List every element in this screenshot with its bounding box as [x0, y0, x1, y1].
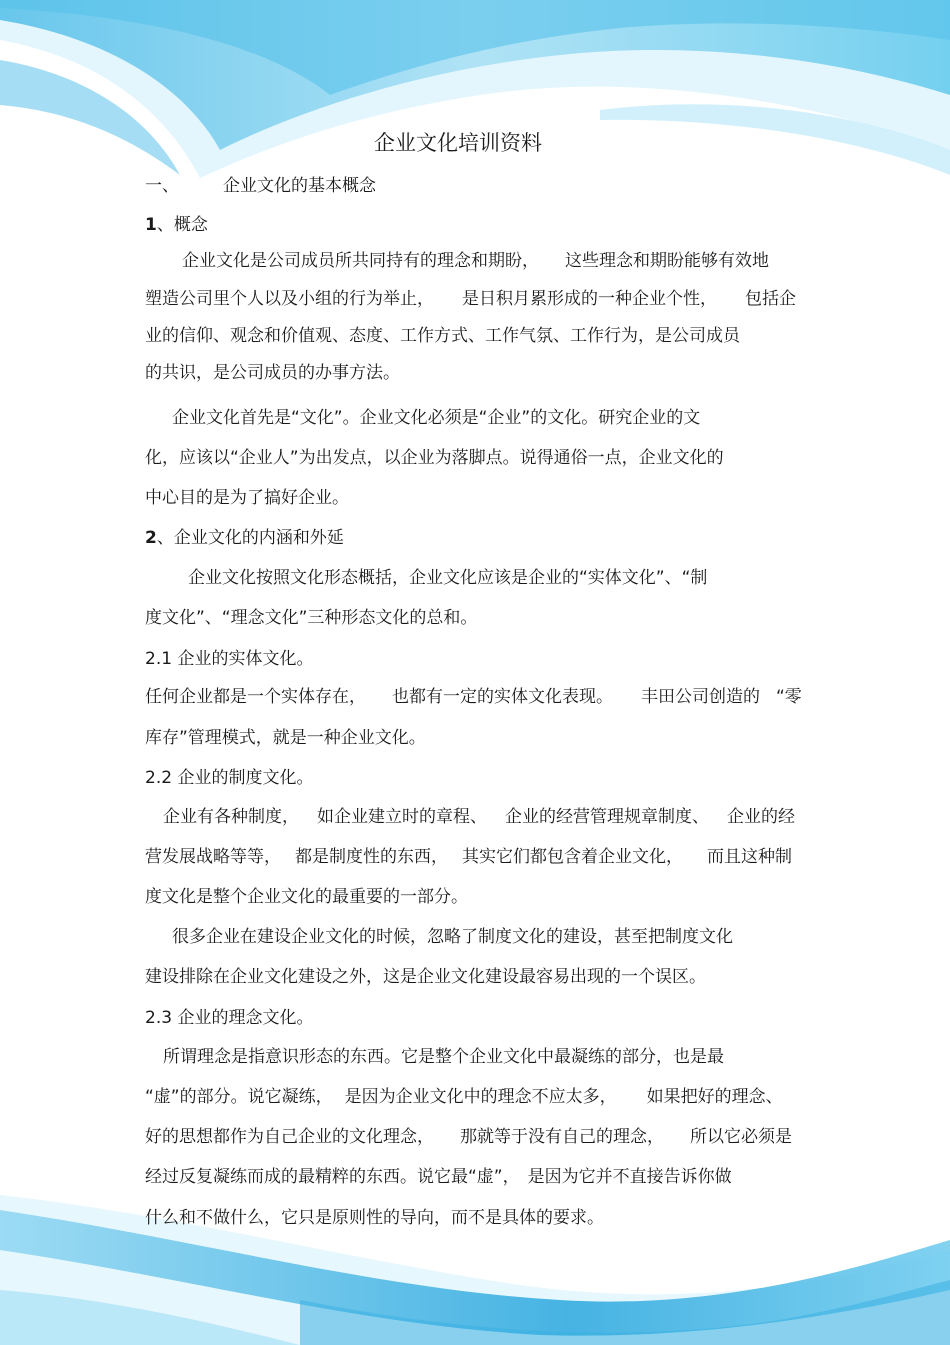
text-run: 企业的经	[727, 807, 795, 827]
section-label: 企业文化的基本概念	[223, 176, 376, 196]
text-run: “零	[776, 687, 802, 707]
paragraph-line: 度文化”、“理念文化”三种形态文化的总和。	[145, 608, 478, 628]
paragraph-line	[182, 250, 769, 272]
text-run: 企业的经营管理规章制度、	[505, 807, 709, 827]
text-run: 如企业建立时的章程、	[317, 807, 487, 827]
section-heading-1	[145, 175, 376, 197]
paragraph-line	[145, 288, 796, 310]
paragraph-line: 企业文化首先是“文化”。企业文化必须是“企业”的文化。研究企业的文	[172, 408, 701, 428]
text-run: 所以它必须是	[690, 1127, 792, 1147]
text-run: 好的思想都作为自己企业的文化理念，	[145, 1127, 434, 1147]
text-run: 丰田公司创造的	[641, 687, 760, 707]
text-run: 企业文化是公司成员所共同持有的理念和期盼，	[182, 251, 539, 271]
paragraph-line	[145, 1086, 783, 1108]
paragraph-line: 中心目的是为了搞好企业。	[145, 488, 349, 508]
text-run: 那就等于没有自己的理念，	[460, 1127, 664, 1147]
paragraph-line: 所谓理念是指意识形态的东西。它是整个企业文化中最凝练的部分，也是最	[163, 1047, 724, 1067]
paragraph-line: 企业文化按照文化形态概括，企业文化应该是企业的“实体文化”、“制	[188, 568, 708, 588]
paragraph-line	[145, 1126, 792, 1148]
paragraph-line: 化，应该以“企业人”为出发点，以企业为落脚点。说得通俗一点，企业文化的	[145, 448, 724, 468]
paragraph-line	[163, 806, 795, 828]
text-run: 任何企业都是一个实体存在，	[145, 687, 366, 707]
heading-number: 2	[145, 528, 157, 548]
paragraph-line	[145, 846, 792, 868]
paragraph-line	[145, 1166, 732, 1188]
paragraph-line: 业的信仰、观念和价值观、态度、工作方式、工作气氛、工作行为，是公司成员	[145, 326, 740, 346]
subheading-2-3: 2.3 企业的理念文化。	[145, 1008, 314, 1028]
text-run: 企业有各种制度，	[163, 807, 299, 827]
text-run: 包括企	[745, 289, 796, 309]
text-run: 是日积月累形成的一种企业个性，	[462, 289, 717, 309]
section-number: 一、	[145, 176, 179, 196]
text-run: 经过反复凝练而成的最精粹的东西。说它最“虚”，	[145, 1167, 520, 1187]
heading-number: 1	[145, 215, 157, 235]
paragraph-line: 度文化是整个企业文化的最重要的一部分。	[145, 887, 468, 907]
heading-label: 、概念	[156, 215, 208, 235]
text-run: 是因为它并不直接告诉你做	[527, 1167, 732, 1187]
text-run: 营发展战略等等，	[145, 847, 281, 867]
subheading-2-1: 2.1 企业的实体文化。	[145, 649, 314, 669]
text-run: 如果把好的理念、	[646, 1087, 783, 1107]
heading-concept	[145, 214, 208, 236]
text-run: 其实它们都包含着企业文化，	[462, 847, 683, 867]
document-title: 企业文化培训资料	[374, 131, 542, 155]
text-run: “虚”的部分。说它凝练，	[145, 1087, 333, 1107]
paragraph-line: 什么和不做什么，它只是原则性的导向，而不是具体的要求。	[145, 1208, 604, 1228]
text-run: 塑造公司里个人以及小组的行为举止，	[145, 289, 434, 309]
paragraph-line: 库存”管理模式，就是一种企业文化。	[145, 728, 426, 748]
subheading-2-2: 2.2 企业的制度文化。	[145, 768, 314, 788]
text-run: 都是制度性的东西，	[295, 847, 448, 867]
heading-label: 、企业文化的内涵和外延	[156, 528, 344, 548]
paragraph-line: 的共识，是公司成员的办事方法。	[145, 363, 400, 383]
heading-connotation	[145, 527, 344, 549]
text-run: 是因为企业文化中的理念不应太多，	[344, 1087, 617, 1107]
paragraph-line	[145, 686, 802, 708]
text-run: 这些理念和期盼能够有效地	[565, 251, 769, 271]
text-run: 而且这种制	[707, 847, 792, 867]
paragraph-line: 很多企业在建设企业文化的时候，忽略了制度文化的建设，甚至把制度文化	[172, 927, 733, 947]
paragraph-line: 建设排除在企业文化建设之外，这是企业文化建设最容易出现的一个误区。	[145, 967, 706, 987]
text-run: 也都有一定的实体文化表现。	[392, 687, 613, 707]
